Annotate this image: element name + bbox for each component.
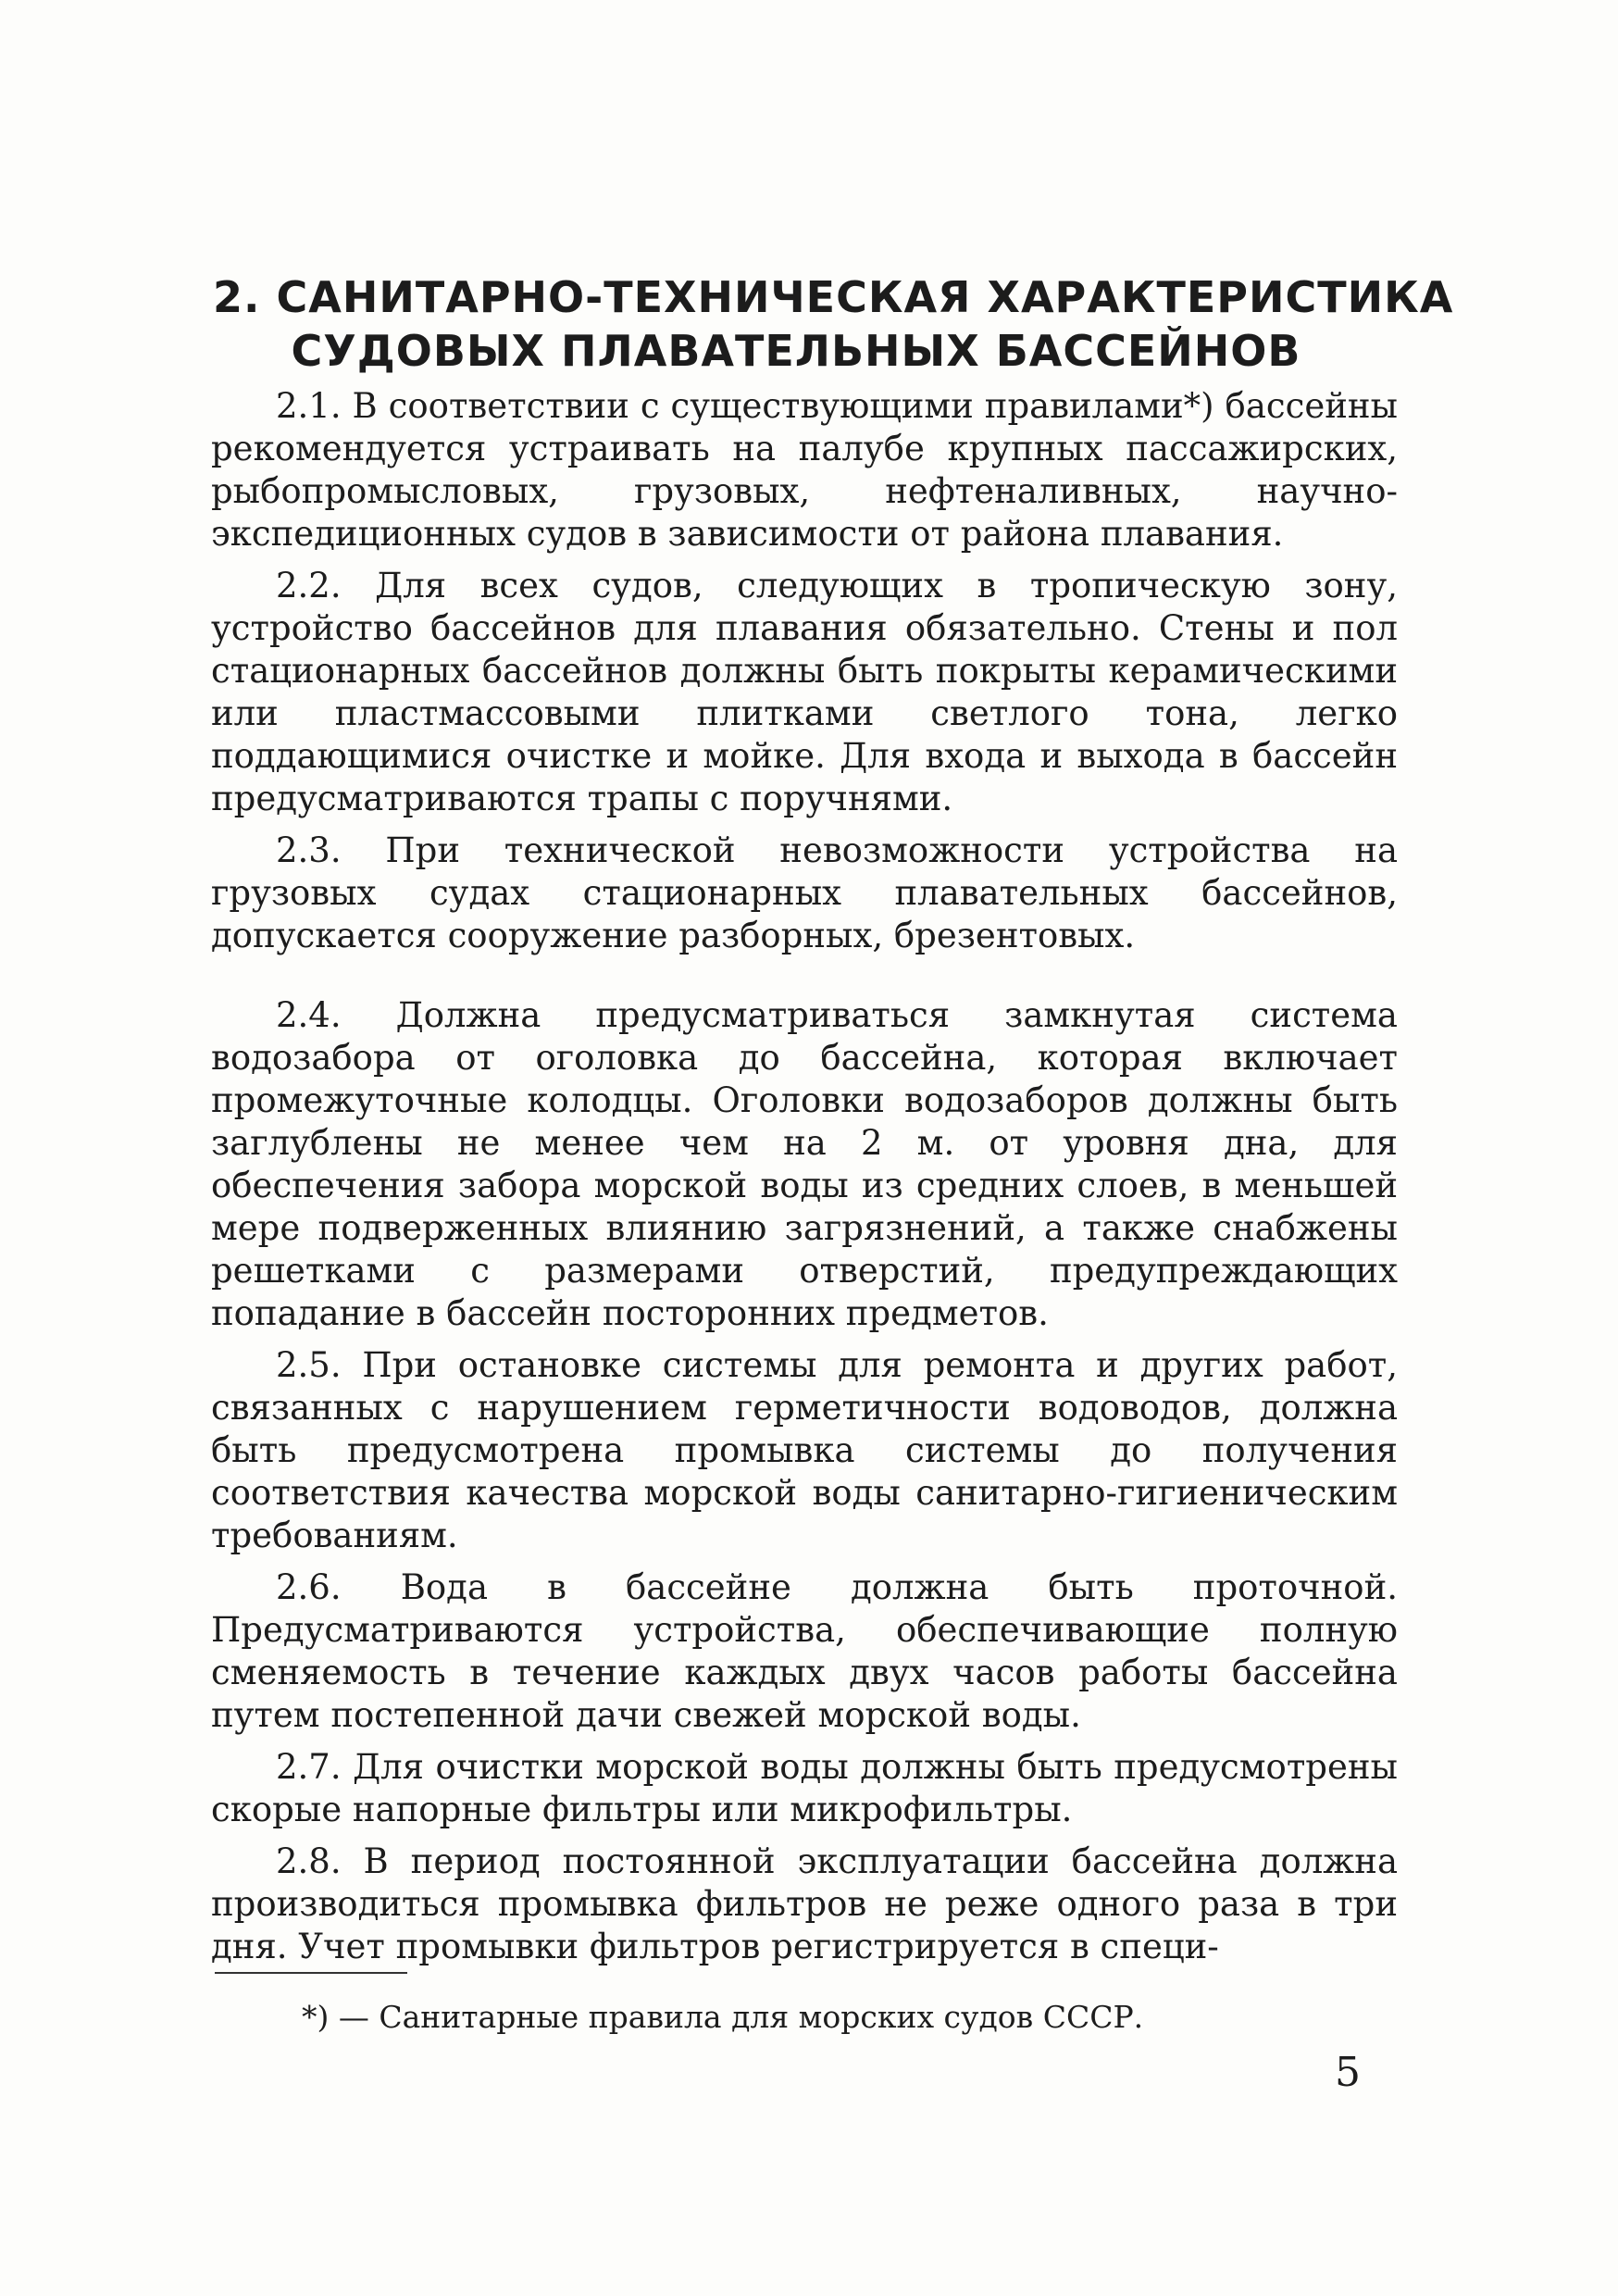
- paragraph-2-4: 2.4. Должна предусматриваться замкнутая система водозабора от оголовка до бассейна, которая включает промежуточные колодцы. Оголовки водозаборов должны быть заглублены не менее чем на 2 м. от уровня дна, для обеспечения забора морской воды из средних слоев, в меньшей мере подверженных влиянию загрязнений, а также снабжены решетками с размерами отверстий, предупреждающих попадание в бассейн посторонних предметов.: [211, 995, 1398, 1333]
- paragraph-2-5: 2.5. При остановке системы для ремонта и других работ, связанных с нарушением герметичности водоводов, должна быть предусмотрена промывка системы до получения соответствия качества морской воды санитарно-гигиеническим требованиям.: [211, 1345, 1398, 1555]
- footnote-divider: [215, 1972, 407, 1974]
- page-number: 5: [1335, 2049, 1361, 2096]
- paragraph-2-3: 2.3. При технической невозможности устройства на грузовых судах стационарных плавательных бассейнов, допускается сооружение разборных, брезентовых.: [211, 830, 1398, 955]
- paragraph-2-2: 2.2. Для всех судов, следующих в тропическую зону, устройство бассейнов для плавания обязательно. Стены и пол стационарных бассейнов должны быть покрыты керамическими или пластмассовыми плитками светлого тона, легко поддающимися очистке и мойке. Для входа и выхода в бассейн предусматриваются трапы с поручнями.: [211, 566, 1398, 818]
- heading-line-1: 2. САНИТАРНО-ТЕХНИЧЕСКАЯ ХАРАКТЕРИСТИКА: [213, 272, 1454, 322]
- footnote: *) — Санитарные правила для морских судов СССР.: [302, 1999, 1144, 2035]
- body-text: [211, 385, 1398, 1978]
- section-heading: [213, 270, 1454, 378]
- heading-line-2: СУДОВЫХ ПЛАВАТЕЛЬНЫХ БАССЕЙНОВ: [291, 326, 1301, 376]
- paragraph-2-1: 2.1. В соответствии с существующими правилами*) бассейны рекомендуется устраивать на палубе крупных пассажирских, рыбопромысловых, грузовых, нефтеналивных, научно-экспедиционных судов в зависимости от района плавания.: [211, 386, 1398, 554]
- paragraph-2-6: 2.6. Вода в бассейне должна быть проточной. Предусматриваются устройства, обеспечивающие полную сменяемость в течение каждых двух часов работы бассейна путем постепенной дачи свежей морской воды.: [211, 1567, 1398, 1735]
- paragraph-2-7: 2.7. Для очистки морской воды должны быть предусмотрены скорые напорные фильтры или микрофильтры.: [211, 1747, 1398, 1829]
- paragraph-2-8: 2.8. В период постоянной эксплуатации бассейна должна производиться промывка фильтров не реже одного раза в три дня. Учет промывки фильтров регистрируется в специ-: [211, 1841, 1398, 1966]
